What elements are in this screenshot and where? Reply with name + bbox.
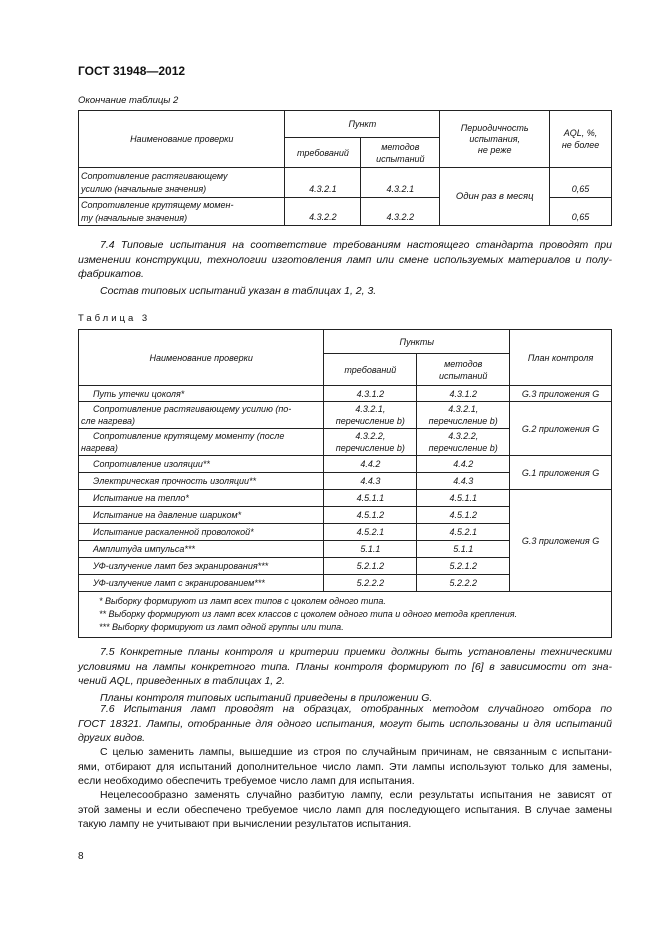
document-header: ГОСТ 31948—2012 (78, 64, 186, 78)
t3-header-methods (417, 354, 510, 386)
p75-line1: 7.5 Конкретные планы контроля и критерии приемки должны быть установлены техническими (100, 646, 612, 658)
t2-period-l3: не реже (477, 144, 512, 155)
table-row (79, 490, 612, 507)
t3-row2-req-l2: перечисление b) (335, 416, 405, 426)
table-row (79, 168, 612, 198)
p74-line1: 7.4 Типовые испытания на соответствие требованиям настоящего стандарта проводят при (100, 239, 612, 251)
t3-header-name: Наименование проверки (79, 330, 324, 386)
t2-period-l2: испытания, (469, 133, 521, 144)
table3-notes-row (79, 592, 612, 638)
t3-plan-4: G.3 приложения G (510, 490, 612, 592)
table2 (78, 110, 612, 226)
t3-row6-req: 4.5.1.1 (324, 490, 417, 507)
t2-row1-name (79, 168, 285, 198)
prep-line3: если необходимо обеспечить требуемое число ламп для испытания. (78, 775, 415, 787)
t2-period-value: Один раз в месяц (440, 168, 550, 226)
t3-row3-req-l1: 4.3.2.2, (355, 431, 386, 441)
t3-row5-method: 4.4.3 (417, 473, 510, 490)
t3-row3-method (417, 429, 510, 456)
t2-row2-aql: 0,65 (550, 198, 612, 226)
t2-row2-method: 4.3.2.2 (361, 198, 440, 226)
t3-row3-req (324, 429, 417, 456)
t3-note-2: ** Выборку формируют из ламп всех классов с цоколем одного типа и одного метода крепления. (99, 609, 518, 619)
t3-header-req: требований (324, 354, 417, 386)
t3-row3-name-l2: нагрева) (81, 443, 118, 453)
p75-line4: Планы контроля типовых испытаний приведены в приложении G. (100, 691, 433, 704)
table2-caption: Окончание таблицы 2 (78, 95, 179, 106)
t3-row3-name (79, 429, 324, 456)
t2-header-req: требований (285, 138, 361, 168)
paragraph-7-5 (78, 645, 612, 705)
table3-notes (79, 592, 612, 638)
t3-row2-name-l1: Сопротивление растягивающему усилию (по- (93, 404, 292, 414)
t3-header-punkty: Пункты (324, 330, 510, 354)
t3-row8-name: Испытание раскаленной проволокой* (79, 524, 324, 541)
paragraph-7-6 (78, 702, 612, 746)
t3-plan-2: G.2 приложения G (510, 402, 612, 456)
t3-row9-req: 5.1.1 (324, 541, 417, 558)
p76-line3: других видов. (78, 732, 146, 744)
t2-row1-name-l1: Сопротивление растягивающему (81, 170, 228, 181)
t3-row2-method-l1: 4.3.2.1, (448, 404, 479, 414)
pbr-line3: такую лампу не учитывают при вычислении результатов испытания. (78, 818, 412, 830)
p76-line2: ГОСТ 18321. Лампы, отобранные для одного испытания, могут быть использованы и для испытаний (78, 717, 612, 730)
table-row (79, 386, 612, 402)
t3-note-3: *** Выборку формируют из ламп одной группы или типа. (99, 622, 344, 632)
t3-row6-method: 4.5.1.1 (417, 490, 510, 507)
t3-row2-method-l2: перечисление b) (428, 416, 498, 426)
t3-row1-name: Путь утечки цоколя* (79, 386, 324, 402)
t3-row2-method (417, 402, 510, 429)
t3-header-plan: План контроля (510, 330, 612, 386)
pbr-line1: Нецелесообразно заменять случайно разбитую лампу, если результаты испытания не зависят от (100, 789, 612, 801)
t2-row2-name (79, 198, 285, 226)
t3-row3-req-l2: перечисление b) (335, 443, 405, 453)
t2-methods-l1: методов (381, 141, 420, 152)
t3-row6-name: Испытание на тепло* (79, 490, 324, 507)
t2-period-l1: Периодичность (460, 122, 529, 133)
t3-row2-name (79, 402, 324, 429)
t2-aql-l1: AQL, %, (563, 128, 598, 138)
t3-methods-l1: методов (444, 358, 483, 369)
t3-row10-name: УФ-излучение ламп без экранирования*** (79, 558, 324, 575)
t2-row1-name-l2: усилию (начальные значения) (81, 183, 207, 194)
t3-row10-req: 5.2.1.2 (324, 558, 417, 575)
page-number: 8 (78, 851, 84, 862)
t3-row9-method: 5.1.1 (417, 541, 510, 558)
t2-aql-l2: не более (561, 140, 600, 150)
t3-row2-req-l1: 4.3.2.1, (355, 404, 386, 414)
table-row (79, 402, 612, 429)
prep-line2: ями, отбирают для испытаний дополнительное число ламп. Эти лампы используют только для замены, (78, 760, 612, 773)
t2-methods-l2: испытаний (376, 153, 425, 164)
t3-row5-name: Электрическая прочность изоляции** (79, 473, 324, 490)
t2-header-name: Наименование проверки (79, 111, 285, 168)
t3-row8-method: 4.5.2.1 (417, 524, 510, 541)
t3-row7-method: 4.5.1.2 (417, 507, 510, 524)
p74-line4: Состав типовых испытаний указан в таблицах 1, 2, 3. (100, 284, 377, 297)
t3-row3-name-l1: Сопротивление крутящему моменту (после (93, 431, 285, 441)
t2-row1-aql: 0,65 (550, 168, 612, 198)
p75-line3: чений AQL, приведенных в таблицах 1, 2. (78, 675, 285, 687)
t3-row10-method: 5.2.1.2 (417, 558, 510, 575)
t2-row2-req: 4.3.2.2 (285, 198, 361, 226)
t2-header-period (440, 111, 550, 168)
p75-line2: условиями на лампы конкретного типа. Планы контроля формируют по [6] в зависимости от зна- (78, 660, 612, 673)
t3-row9-name: Амплитуда импульса*** (79, 541, 324, 558)
table-row (79, 456, 612, 473)
t3-row2-req (324, 402, 417, 429)
t3-row1-req: 4.3.1.2 (324, 386, 417, 402)
t3-row4-method: 4.4.2 (417, 456, 510, 473)
t3-row11-method: 5.2.2.2 (417, 575, 510, 592)
t3-plan-1: G.3 приложения G (510, 386, 612, 402)
paragraph-7-4 (78, 238, 612, 298)
t2-header-punkt: Пункт (285, 111, 440, 138)
t2-header-aql (550, 111, 612, 168)
t3-row3-method-l1: 4.3.2.2, (448, 431, 479, 441)
t3-note-1: * Выборку формируют из ламп всех типов с цоколем одного типа. (99, 596, 386, 606)
pbr-line2: этой замены и если обеспечено требуемое число ламп для последующего испытания. В случае замены (78, 803, 612, 816)
t3-row3-method-l2: перечисление b) (428, 443, 498, 453)
t3-row7-name: Испытание на давление шариком* (79, 507, 324, 524)
t3-row8-req: 4.5.2.1 (324, 524, 417, 541)
t2-row2-name-l1: Сопротивление крутящему момен- (81, 199, 234, 210)
t3-row5-req: 4.4.3 (324, 473, 417, 490)
paragraph-replacement (78, 745, 612, 789)
t3-methods-l2: испытаний (438, 370, 488, 381)
t3-row2-name-l2: сле нагрева) (81, 416, 135, 426)
prep-line1: С целью заменить лампы, вышедшие из строя по случайным причинам, не связанным с испытани- (100, 746, 612, 758)
t2-row2-name-l2: ту (начальные значения) (81, 212, 188, 223)
t3-plan-3: G.1 приложения G (510, 456, 612, 490)
paragraph-broken-lamp (78, 788, 612, 832)
t3-row1-method: 4.3.1.2 (417, 386, 510, 402)
table3-caption: Таблица 3 (78, 313, 151, 324)
t3-row4-name: Сопротивление изоляции** (79, 456, 324, 473)
t2-row1-method: 4.3.2.1 (361, 168, 440, 198)
t2-header-methods (361, 138, 440, 168)
p76-line1: 7.6 Испытания ламп проводят на образцах, отобранных методом случайного отбора по (100, 703, 612, 715)
t3-row11-req: 5.2.2.2 (324, 575, 417, 592)
p74-line2: изменении конструкции, технологии изготовления ламп или смене используемых материалов и полу- (78, 253, 612, 266)
t2-row1-req: 4.3.2.1 (285, 168, 361, 198)
p74-line3: фабрикатов. (78, 268, 144, 280)
table3 (78, 329, 612, 638)
t3-row7-req: 4.5.1.2 (324, 507, 417, 524)
t3-row4-req: 4.4.2 (324, 456, 417, 473)
t3-row11-name: УФ-излучение ламп с экранированием*** (79, 575, 324, 592)
